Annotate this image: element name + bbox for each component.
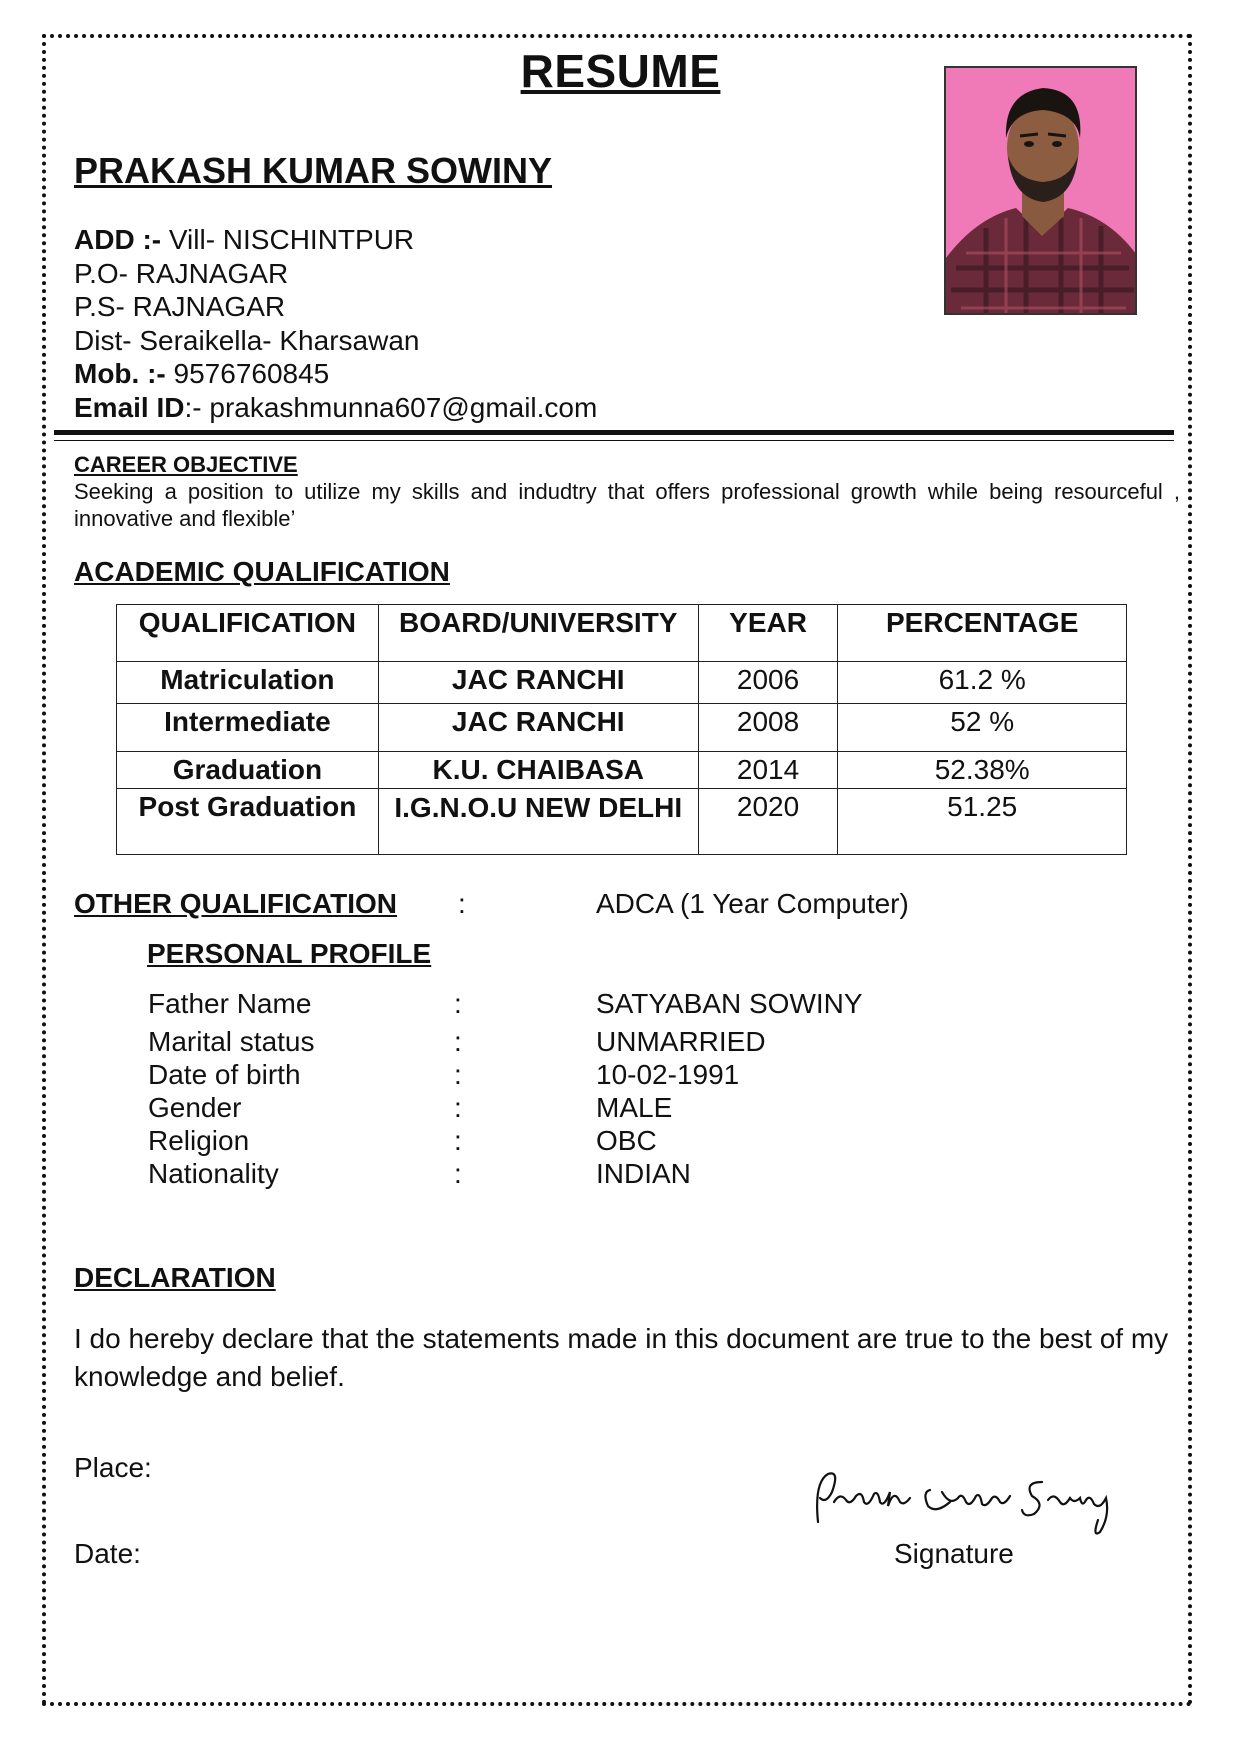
- address-line-3: P.S- RAJNAGAR: [74, 291, 286, 322]
- cell-percentage: 52.38%: [838, 752, 1127, 789]
- address-village: Vill- NISCHINTPUR: [168, 224, 415, 255]
- profile-label-dob: Date of birth: [148, 1059, 301, 1090]
- profile-value-nationality: INDIAN: [596, 1158, 691, 1189]
- cell-qualification: Post Graduation: [117, 789, 379, 855]
- table-row: [117, 662, 1127, 704]
- profile-sep: :: [454, 1059, 462, 1090]
- other-qualification-heading: OTHER QUALIFICATION: [74, 888, 398, 919]
- cell-percentage: 52 %: [838, 704, 1127, 752]
- signature-label: Signature: [894, 1538, 1014, 1569]
- address-line-4: Dist- Seraikella- Kharsawan: [74, 324, 420, 356]
- career-objective-heading: CAREER OBJECTIVE: [74, 452, 298, 477]
- profile-value-father: SATYABAN SOWINY: [596, 988, 863, 1019]
- divider-thick: [54, 430, 1174, 435]
- profile-label-gender: Gender: [148, 1092, 242, 1123]
- email-sep: :-: [184, 391, 202, 423]
- profile-sep: :: [454, 1026, 462, 1057]
- cell-qualification: Matriculation: [117, 662, 379, 704]
- career-objective-text: Seeking a position to utilize my skills and indudtry that offers professional growth while being resourceful , innovative and flexible’: [74, 479, 1180, 531]
- cell-board: JAC RANCHI: [378, 704, 698, 752]
- profile-photo: [944, 66, 1137, 315]
- academic-table: [116, 604, 1127, 855]
- table-row: [117, 789, 1127, 855]
- cell-board: JAC RANCHI: [378, 662, 698, 704]
- personal-profile-heading: PERSONAL PROFILE: [147, 938, 432, 969]
- profile-value-gender: MALE: [596, 1092, 673, 1123]
- mobile-label: Mob: [74, 358, 132, 389]
- cell-year: 2014: [698, 752, 838, 789]
- email-label: Email ID: [74, 391, 185, 423]
- address-line-2: P.O- RAJNAGAR: [74, 257, 289, 289]
- col-header-board: BOARD/UNIVERSITY: [378, 605, 698, 662]
- table-header-row: [117, 605, 1127, 662]
- profile-label-nationality: Nationality: [148, 1158, 279, 1189]
- mobile-number: 9576760845: [173, 358, 330, 389]
- cell-year: 2020: [698, 789, 838, 855]
- cell-year: 2008: [698, 704, 838, 752]
- cell-percentage: 51.25: [838, 789, 1127, 855]
- profile-label-religion: Religion: [148, 1125, 250, 1156]
- email-line: [74, 391, 597, 425]
- signature: [810, 1462, 1130, 1542]
- profile-sep: :: [454, 1125, 462, 1156]
- cell-qualification: Graduation: [117, 752, 379, 789]
- address-label: ADD :-: [74, 224, 162, 255]
- date-label: Date:: [74, 1538, 141, 1569]
- contact-block: [74, 223, 597, 424]
- cell-board: K.U. CHAIBASA: [378, 752, 698, 789]
- other-qualification-value: ADCA (1 Year Computer): [596, 888, 909, 919]
- candidate-name: PRAKASH KUMAR SOWINY: [74, 150, 553, 191]
- academic-heading: ACADEMIC QUALIFICATION: [74, 556, 450, 587]
- profile-label-father: Father Name: [148, 988, 312, 1019]
- profile-sep: :: [454, 1092, 462, 1123]
- cell-percentage: 61.2 %: [838, 662, 1127, 704]
- resume-title: RESUME: [520, 45, 721, 97]
- table-row: [117, 704, 1127, 752]
- cell-board: I.G.N.O.U NEW DELHI: [378, 789, 698, 855]
- cell-year: 2006: [698, 662, 838, 704]
- profile-sep: :: [454, 988, 462, 1019]
- mobile-sep: . :-: [131, 358, 166, 389]
- email-address: prakashmunna607@gmail.com: [209, 391, 598, 423]
- other-qualification-sep: :: [458, 888, 466, 919]
- col-header-percentage: PERCENTAGE: [838, 605, 1127, 662]
- mobile-line: [74, 357, 597, 391]
- profile-sep: :: [454, 1158, 462, 1189]
- profile-value-marital: UNMARRIED: [596, 1026, 766, 1057]
- declaration-heading: DECLARATION: [74, 1262, 276, 1293]
- profile-label-marital: Marital status: [148, 1026, 315, 1057]
- cell-qualification: Intermediate: [117, 704, 379, 752]
- declaration-text: I do hereby declare that the statements made in this document are true to the best of my knowledge and belief.: [74, 1323, 1169, 1392]
- person-photo-icon: [946, 68, 1137, 315]
- profile-value-religion: OBC: [596, 1125, 657, 1156]
- place-label: Place:: [74, 1452, 152, 1483]
- address-line-1: [74, 223, 597, 257]
- profile-value-dob: 10-02-1991: [596, 1059, 740, 1090]
- divider-thin: [54, 440, 1174, 441]
- table-row: [117, 752, 1127, 789]
- col-header-year: YEAR: [698, 605, 838, 662]
- col-header-qualification: QUALIFICATION: [117, 605, 379, 662]
